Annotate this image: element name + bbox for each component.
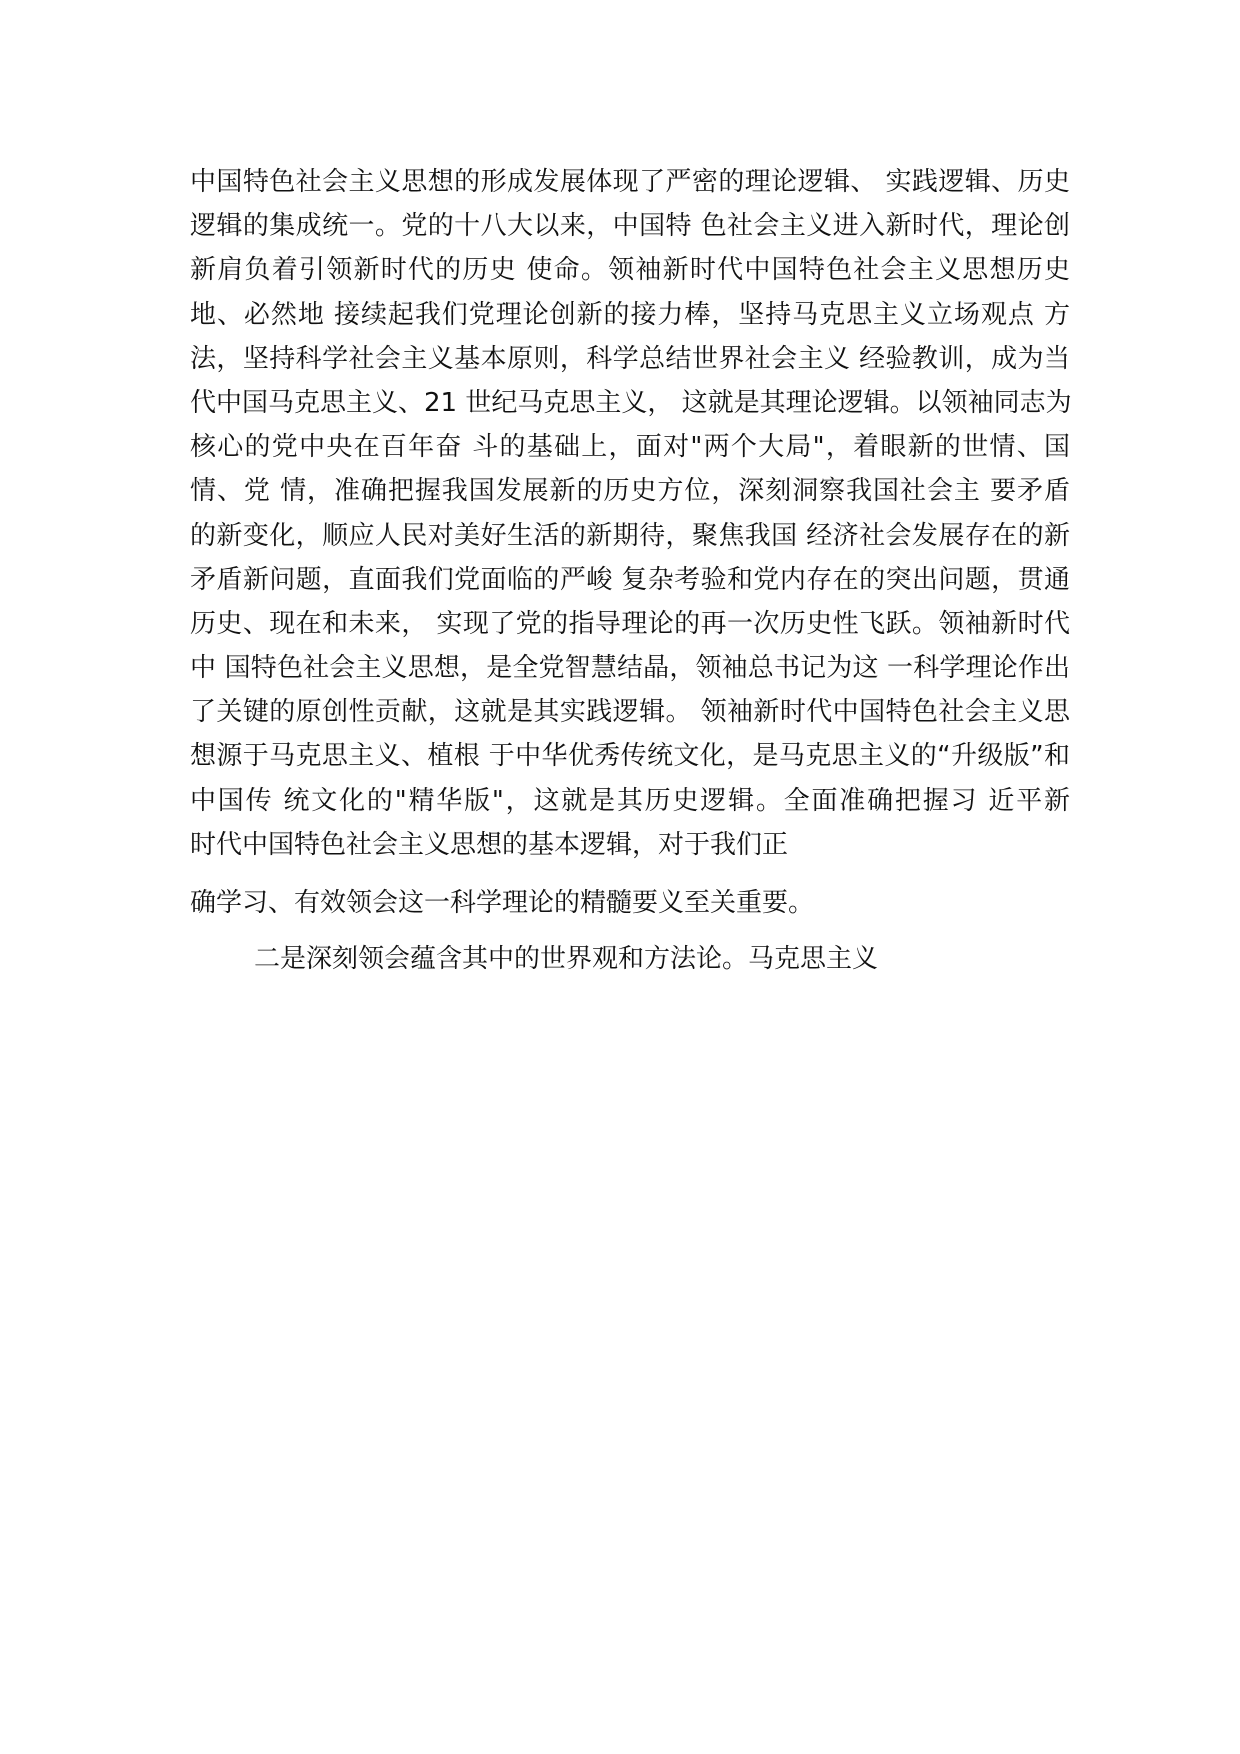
text-line: 核心的党中央在百年奋 斗的基础上，面对"两个大局"，着眼新的世情、国 [190, 432, 1070, 463]
text-line: 二是深刻领会蕴含其中的世界观和方法论。马克思主义 [254, 944, 879, 975]
text-line: 代中国马克思主义、21 世纪马克思主义， 这就是其理论逻辑。以领袖同志为 [190, 387, 1072, 418]
text-line: 确学习、有效领会这一科学理论的精髓要义至关重要。 [190, 888, 815, 918]
paragraph-2 [190, 881, 1070, 925]
text-line: 想源于马克思主义、植根 于中华优秀传统文化，是马克思主义的“升级版”和 [190, 741, 1070, 772]
text-line: 中国特色社会主义思想的形成发展体现了严密的理论逻辑、 实践逻辑、历史 [190, 167, 1070, 197]
paragraph-3 [190, 937, 1070, 981]
text-line: 中 国特色社会主义思想，是全党智慧结晶，领袖总书记为这 一科学理论作出 [190, 653, 1070, 684]
text-line: 了关键的原创性贡献，这就是其实践逻辑。 领袖新时代中国特色社会主义思 [190, 697, 1071, 728]
paragraph-1 [190, 160, 1070, 867]
document-body [190, 160, 1070, 981]
text-line: 时代中国特色社会主义思想的基本逻辑，对于我们正 [190, 829, 789, 860]
text-line: 地、必然地 接续起我们党理论创新的接力棒，坚持马克思主义立场观点 方 [190, 299, 1070, 330]
text-line: 历史、现在和未来， 实现了党的指导理论的再一次历史性飞跃。领袖新时代 [190, 608, 1070, 639]
text-line: 新肩负着引领新时代的历史 使命。领袖新时代中国特色社会主义思想历史 [190, 255, 1070, 286]
text-line: 中国传 统文化的"精华版"，这就是其历史逻辑。全面准确把握习 近平新 [190, 785, 1070, 816]
text-line: 的新变化，顺应人民对美好生活的新期待，聚焦我国 经济社会发展存在的新 [190, 520, 1070, 551]
text-line: 逻辑的集成统一。党的十八大以来，中国特 色社会主义进入新时代，理论创 [190, 211, 1071, 242]
text-line: 情、党 情，准确把握我国发展新的历史方位，深刻洞察我国社会主 要矛盾 [190, 476, 1070, 507]
text-line: 矛盾新问题，直面我们党面临的严峻 复杂考验和党内存在的突出问题，贯通 [190, 564, 1071, 595]
text-line: 法，坚持科学社会主义基本原则，科学总结世界社会主义 经验教训，成为当 [190, 343, 1070, 374]
